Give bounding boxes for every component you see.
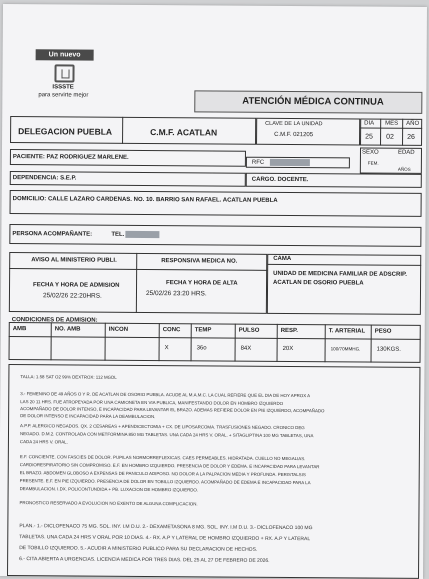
fem-label: FEM. bbox=[367, 160, 379, 166]
vitals-header: NO. AMB bbox=[54, 326, 81, 333]
plan-line: 6.- CITA ABIERTA A URGENCIAS. LICENCIA MEDICA POR TRES DIAS. DEL 25 AL 27 DE FEBRERO DE 2026. bbox=[19, 556, 270, 564]
note-line: E.F. CONCIENTE. CON FASCIES DE DOLOR. PUPILAS NORMORREFLEXICAS. CAES PERMEABLES. HIDRATADA. CUELLO NO MEGALIAS. bbox=[19, 454, 306, 462]
vitals-value: 84X bbox=[240, 345, 252, 352]
issste-logo-icon bbox=[54, 64, 74, 82]
aviso: AVISO AL MINISTERIO PUBLI. bbox=[31, 257, 117, 264]
note-line: CARDIORESPIRATORIO SIN COMPROMISO. E.F. EN HOMBRO IZQUIERDO. PRESENCIA DE DOLOR Y EDEMA. E INCAPACIDAD PARA LEVANTAR bbox=[19, 462, 320, 470]
note-line: NEGADO. D.M.2. CONTROLADA CON METFORMINA 850 MG TABLETAS. UNA CADA 24 HRS V. ORAL. + SITAGLIPTINA 100 MG TABLETAS, UNA bbox=[19, 431, 314, 439]
logo-slogan: para servirte mejor bbox=[38, 92, 89, 99]
note-line: DE DOLOR INTENSO E INCAPACIDAD PARA LA DEAMBULACION. bbox=[20, 413, 156, 420]
mes-value: 02 bbox=[386, 133, 394, 141]
divider bbox=[380, 119, 381, 146]
logo-band: Un nuevo bbox=[36, 49, 94, 60]
vitals-grid bbox=[9, 322, 421, 363]
vitals-header: CONC bbox=[162, 327, 181, 334]
vitals-value: 100/70MMHG. bbox=[330, 346, 361, 352]
divider bbox=[235, 324, 236, 362]
note-line: A.P.P. ALERGICO NEGADOS. QX. 2 CESAREAS + APENDICECTOMIA + CX. DE LIPOSARCOMA. TRASFUSIONES NEGADO. CRONICO DEG bbox=[20, 423, 305, 431]
note-line: DEAMBULACION. I.DX. POLICONTUNDIDA + PB. LUXACION DE HOMBRO IZQUIERDO. bbox=[19, 486, 199, 493]
sexo-label: SEXO bbox=[361, 149, 379, 156]
ano-value: 26 bbox=[407, 133, 415, 141]
vitals-value: 20X bbox=[282, 345, 294, 353]
divider bbox=[159, 323, 160, 361]
note-line: PRONOSTICO RESERVADO A EVOLUCION NO EXENTO DE ALGUNA COMPLICACION. bbox=[19, 500, 198, 507]
redacted-tel bbox=[125, 231, 159, 238]
alta-label: FECHA Y HORA DE ALTA bbox=[166, 280, 238, 287]
vitals-header: RESP. bbox=[280, 327, 298, 335]
note-line: 3.- FEMENINO DE 49 AÑOS O Y R. DE ACATLAN DE OSORIO PUEBLA. ACUDE AL M.A.M.C. LA CUAL REFIERE QUE EL DIA DE HOY APROX A bbox=[20, 391, 311, 399]
condiciones-label: CONDICIONES DE ADMISION: bbox=[11, 317, 98, 324]
divider bbox=[191, 323, 192, 361]
divider bbox=[105, 323, 106, 361]
plan-line: PLAN.- 1.- DICLOFENACO 75 MG. SOL. INY. I.M D.U. 2.- DEXAMETASONA 8 MG. SOL. INY. I.M D.U. 3.- DICLOFENACO 100 MG bbox=[19, 523, 313, 532]
ano-label: AÑO bbox=[406, 120, 420, 127]
vitals-value: 36o bbox=[196, 345, 207, 352]
cama: CAMA bbox=[273, 255, 292, 263]
note-line: TALLA: 1.58 SAT O2 99% DEXTROX: 112 MGDL bbox=[20, 374, 117, 380]
anos-label: AÑOS bbox=[397, 166, 411, 172]
mes-label: MES bbox=[385, 120, 399, 127]
page-title: ATENCIÓN MÉDICA CONTINUA bbox=[242, 95, 384, 108]
dia-label: DIA bbox=[364, 120, 375, 127]
alta-value: 25/02/26 23:20 HRS. bbox=[145, 290, 207, 298]
logo-name: ISSSTE bbox=[52, 84, 74, 91]
clave-value: C.M.F. 021205 bbox=[274, 131, 314, 139]
vitals-header: T. ARTERIAL bbox=[328, 328, 366, 335]
note-line: ACOMPAÑADO DE DOLOR INTENSO, E INCAPACIDAD PARA LEVANTAR EL BRAZO. ADEMAS REFIERE DOLOR EN PIE IZQUIERDO, ACOMPAÑADO bbox=[20, 406, 325, 414]
vitals-header: PULSO bbox=[238, 327, 260, 334]
admision-value: 25/02/26 22:20HRS. bbox=[42, 292, 102, 300]
unidad: UNIDAD DE MEDICINA FAMILIAR DE ADSCRIP. ACATLAN DE OSORIO PUEBLA bbox=[273, 270, 407, 287]
vitals-header: TEMP bbox=[194, 327, 212, 334]
vitals-header: PESO bbox=[374, 328, 392, 335]
rfc-label: RFC bbox=[251, 159, 265, 166]
delegacion: DELEGACION PUEBLA bbox=[18, 126, 113, 137]
admision-label: FECHA Y HORA DE ADMISION bbox=[33, 282, 120, 289]
dependencia: DEPENDENCIA: S.E.P. bbox=[12, 175, 77, 182]
clave-label: CLAVE DE LA UNIDAD bbox=[265, 120, 323, 128]
medical-form-sheet bbox=[0, 4, 427, 579]
divider bbox=[277, 324, 278, 362]
note-line: LAS 20 11 HRS. FUE ATROPEYADA POR UNA CAMIONETA EN VIA PUBLICA, MANIFESTANDO DOLOR EN HOMBRO IZQUIERDO bbox=[20, 399, 284, 406]
vitals-value: 130KGS. bbox=[376, 346, 401, 353]
divider bbox=[51, 322, 52, 360]
cargo: CARGO. DOCENTE. bbox=[251, 176, 309, 184]
plan-line: DE TOBILLO IZQUIERDO. 5.- ACUDIR A MINISTERIO PUBLICO PARA SU DECLARACION DE HECHOS. bbox=[19, 545, 258, 553]
vitals-value: X bbox=[164, 345, 169, 352]
responsiva: RESPONSIVA MEDICA NO. bbox=[161, 258, 238, 265]
plan-line: TABLETAS. UNA CADA 24 HRS V ORAL POR 10 DIAS. 4.- RX. A.P Y LATERAL DE HOMBRO IZQUIERDO + RX. A.P Y LATERAL bbox=[19, 534, 311, 543]
note-line: CADA 24 HRS V. ORAL. bbox=[19, 439, 68, 445]
paciente: PACIENTE: PAZ RODRIGUEZ MARLENE. bbox=[12, 154, 129, 161]
divider bbox=[122, 117, 123, 144]
cmf: C.M.F. ACATLAN bbox=[150, 127, 218, 138]
domicilio: DOMICILIO: CALLE LAZARO CARDENAS. NO. 10. BARRIO SAN RAFAEL. ACATLAN PUEBLA bbox=[12, 196, 278, 204]
acompanante-label: PERSONA ACOMPAÑANTE: bbox=[12, 231, 93, 238]
divider bbox=[402, 119, 403, 146]
edad-label: EDAD bbox=[397, 149, 415, 156]
note-line: EL BRAZO. ABDOMEN GLOBOSO A EXPENSAS DE PANICULO ADIPOSO. NO DOLOR A LA PALPACION MEDIA Y PROFUNDA. PERISTALSIS bbox=[19, 470, 306, 478]
divider bbox=[371, 325, 372, 363]
vitals-header: AMB bbox=[12, 326, 27, 333]
tel-label: TEL. bbox=[111, 231, 125, 238]
vitals-header: INCON bbox=[108, 326, 129, 333]
redacted-rfc bbox=[270, 159, 310, 166]
note-line: PRESENTE. E.F. EN PIE IZQUIERDO. PRESENCIA DE DOLOR EN TOBILLO IZQUIERDO. ACOMPAÑADO DE EDEMA E INCAPACIDAD PARA LA bbox=[19, 478, 311, 486]
dia-value: 25 bbox=[365, 133, 373, 141]
divider bbox=[325, 324, 326, 362]
